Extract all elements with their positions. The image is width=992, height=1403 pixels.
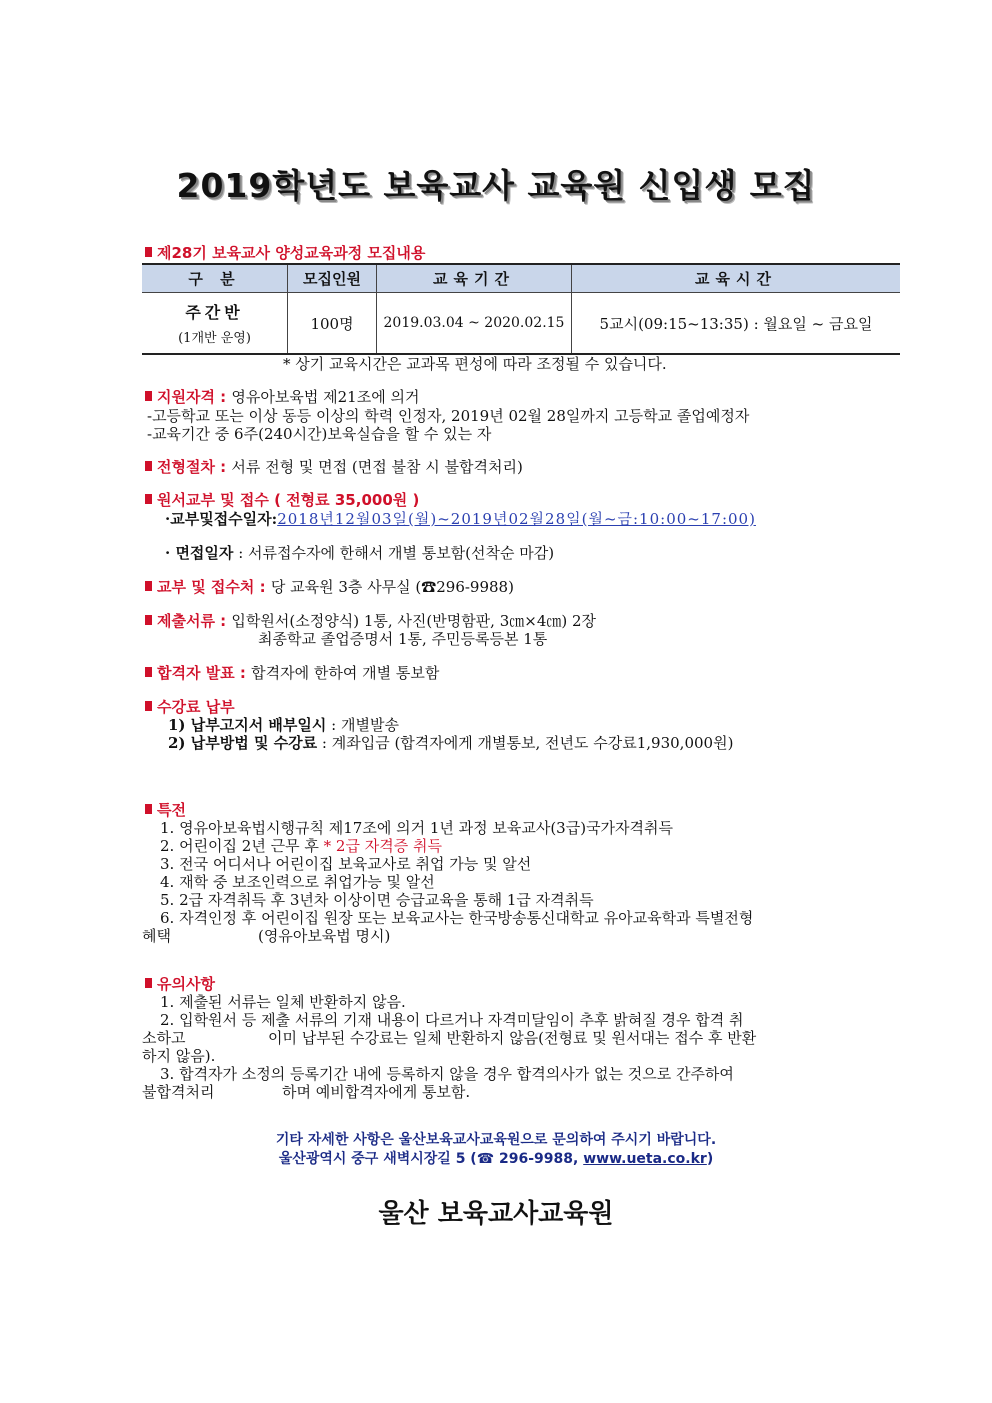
note-item-2b-2: 이미 납부된 수강료는 일체 반환하지 않음(전형료 및 원서대는 접수 후 반환 <box>268 1029 757 1047</box>
organization-name: 울산 보육교사교육원 <box>378 1199 614 1229</box>
class-note: (1개반 운영) <box>178 331 251 346</box>
application-section: 원서교부 및 접수 ( 전형료 35,000원 ) <box>145 489 419 510</box>
website-link[interactable]: www.ueta.co.kr <box>583 1151 707 1167</box>
benefit-item-2: 2. 어린이집 2년 근무 후 * 2급 자격증 취득 <box>160 837 442 855</box>
announcement-section: 합격자 발표 : 합격자에 한하여 개별 통보함 <box>145 662 439 683</box>
benefit-item-6: 6. 자격인정 후 어린이집 원장 또는 보육교사는 한국방송통신대학교 유아교육학과 특별전형 <box>160 909 754 927</box>
note-item-3a: 3. 합격자가 소정의 등록기간 내에 등록하지 않을 경우 합격의사가 없는 것으로 간주하여 <box>160 1065 734 1083</box>
table-row <box>142 293 900 355</box>
cell-time: 5교시(09:15~13:35) : 월요일 ~ 금요일 <box>572 293 901 355</box>
bullet-icon <box>145 615 152 625</box>
recruit-heading: 제28기 보육교사 양성교육과정 모집내용 <box>145 242 425 263</box>
contact-line-1: 기타 자세한 사항은 울산보육교사교육원으로 문의하여 주시기 바랍니다. <box>275 1132 717 1148</box>
class-name: 주간반 <box>185 303 244 322</box>
documents-line-2: 최종학교 졸업증명서 1통, 주민등록등본 1통 <box>258 630 548 648</box>
benefit-item-3: 3. 전국 어디서나 어린이집 보육교사로 취업 가능 및 알선 <box>160 855 532 873</box>
header-capacity: 모집인원 <box>288 264 377 293</box>
cell-class <box>142 293 288 355</box>
note-item-2b-1: 소하고 <box>142 1029 186 1047</box>
header-time: 교육시간 <box>572 264 901 293</box>
benefits-section: 특전 <box>145 799 186 820</box>
interview-row <box>165 542 554 563</box>
application-date-value: 2018년12월03일(월)~2019년02월28일(월~금:10:00~17:00) <box>277 510 756 528</box>
note-item-2a: 2. 입학원서 등 제출 서류의 기재 내용이 다르거나 자격미달임이 추후 밝혀질 경우 합격 취 <box>160 1011 744 1029</box>
tuition-item-1: 1) 납부고지서 배부일시 : 개별발송 <box>168 716 399 734</box>
interview-value: : 서류접수자에 한해서 개별 통보함(선착순 마감) <box>238 544 555 562</box>
note-item-2c: 하지 않음). <box>142 1047 216 1065</box>
tuition-section: 수강료 납부 <box>145 696 235 717</box>
benefit-item-6-cont-2: (영유아보육법 명시) <box>258 927 391 945</box>
application-date-label: ·교부및접수일자: <box>165 510 278 528</box>
qualification-value: 영유아보육법 제21조에 의거 <box>231 388 420 406</box>
bullet-icon <box>145 581 152 591</box>
documents-line-1: 입학원서(소정양식) 1통, 사진(반명함판, 3㎝×4㎝) 2장 <box>231 612 597 630</box>
note-item-3b-1: 불합격처리 <box>142 1083 215 1101</box>
benefit-item-4: 4. 재학 중 보조인력으로 취업가능 및 알선 <box>160 873 435 891</box>
qualification-section: 지원자격 : 영유아보육법 제21조에 의거 <box>145 386 419 407</box>
office-section: 교부 및 접수처 : 당 교육원 3층 사무실 (☎296-9988) <box>145 576 514 597</box>
bullet-icon <box>145 494 152 504</box>
schedule-table <box>142 263 900 355</box>
table-header-row <box>142 264 900 293</box>
cell-capacity: 100명 <box>288 293 377 355</box>
benefit-item-1: 1. 영유아보육법시행규칙 제17조에 의거 1년 과정 보육교사(3급)국가자격취득 <box>160 819 674 837</box>
bullet-icon <box>145 391 152 401</box>
tuition-item-2: 2) 납부방법 및 수강료 : 계좌입금 (합격자에게 개별통보, 전년도 수강료1,930,000원) <box>168 734 734 752</box>
header-period: 교육기간 <box>377 264 572 293</box>
benefit-item-6-cont-1: 혜택 <box>142 927 171 945</box>
selection-section: 전형절차 : 서류 전형 및 면접 (면접 불참 시 불합격처리) <box>145 456 523 477</box>
note-item-1: 1. 제출된 서류는 일체 반환하지 않음. <box>160 993 406 1011</box>
office-value: 당 교육원 3층 사무실 (☎296-9988) <box>270 578 514 596</box>
selection-value: 서류 전형 및 면접 (면접 불참 시 불합격처리) <box>231 458 523 476</box>
cell-period: 2019.03.04 ~ 2020.02.15 <box>377 293 572 355</box>
bullet-icon <box>145 247 152 257</box>
bullet-icon <box>145 461 152 471</box>
documents-section: 제출서류 : 입학원서(소정양식) 1통, 사진(반명함판, 3㎝×4㎝) 2장 <box>145 610 596 631</box>
interview-label: · 면접일자 <box>165 544 234 562</box>
bullet-icon <box>145 667 152 677</box>
notes-section: 유의사항 <box>145 973 215 994</box>
bullet-icon <box>145 701 152 711</box>
qualification-line-2: -교육기간 중 6주(240시간)보육실습을 할 수 있는 자 <box>147 425 492 443</box>
benefit-item-2-highlight: * 2급 자격증 취득 <box>323 837 442 855</box>
qualification-line-1: -고등학교 또는 이상 동등 이상의 학력 인정자, 2019년 02월 28일까지 고등학교 졸업예정자 <box>147 407 750 425</box>
bullet-icon <box>145 978 152 988</box>
application-date-row <box>165 508 756 529</box>
contact-line-2: 울산광역시 중구 새벽시장길 5 (☎ 296-9988, www.ueta.co.kr) <box>278 1151 714 1167</box>
bullet-icon <box>145 804 152 814</box>
schedule-note: * 상기 교육시간은 교과목 편성에 따라 조정될 수 있습니다. <box>283 355 667 373</box>
header-category: 구 분 <box>142 264 288 293</box>
page-title: 2019학년도 보육교사 교육원 신입생 모집 <box>176 166 816 205</box>
benefit-item-5: 5. 2급 자격취득 후 3년차 이상이면 승급교육을 통해 1급 자격취득 <box>160 891 594 909</box>
note-item-3b-2: 하며 예비합격자에게 통보함. <box>282 1083 471 1101</box>
announcement-value: 합격자에 한하여 개별 통보함 <box>251 664 440 682</box>
